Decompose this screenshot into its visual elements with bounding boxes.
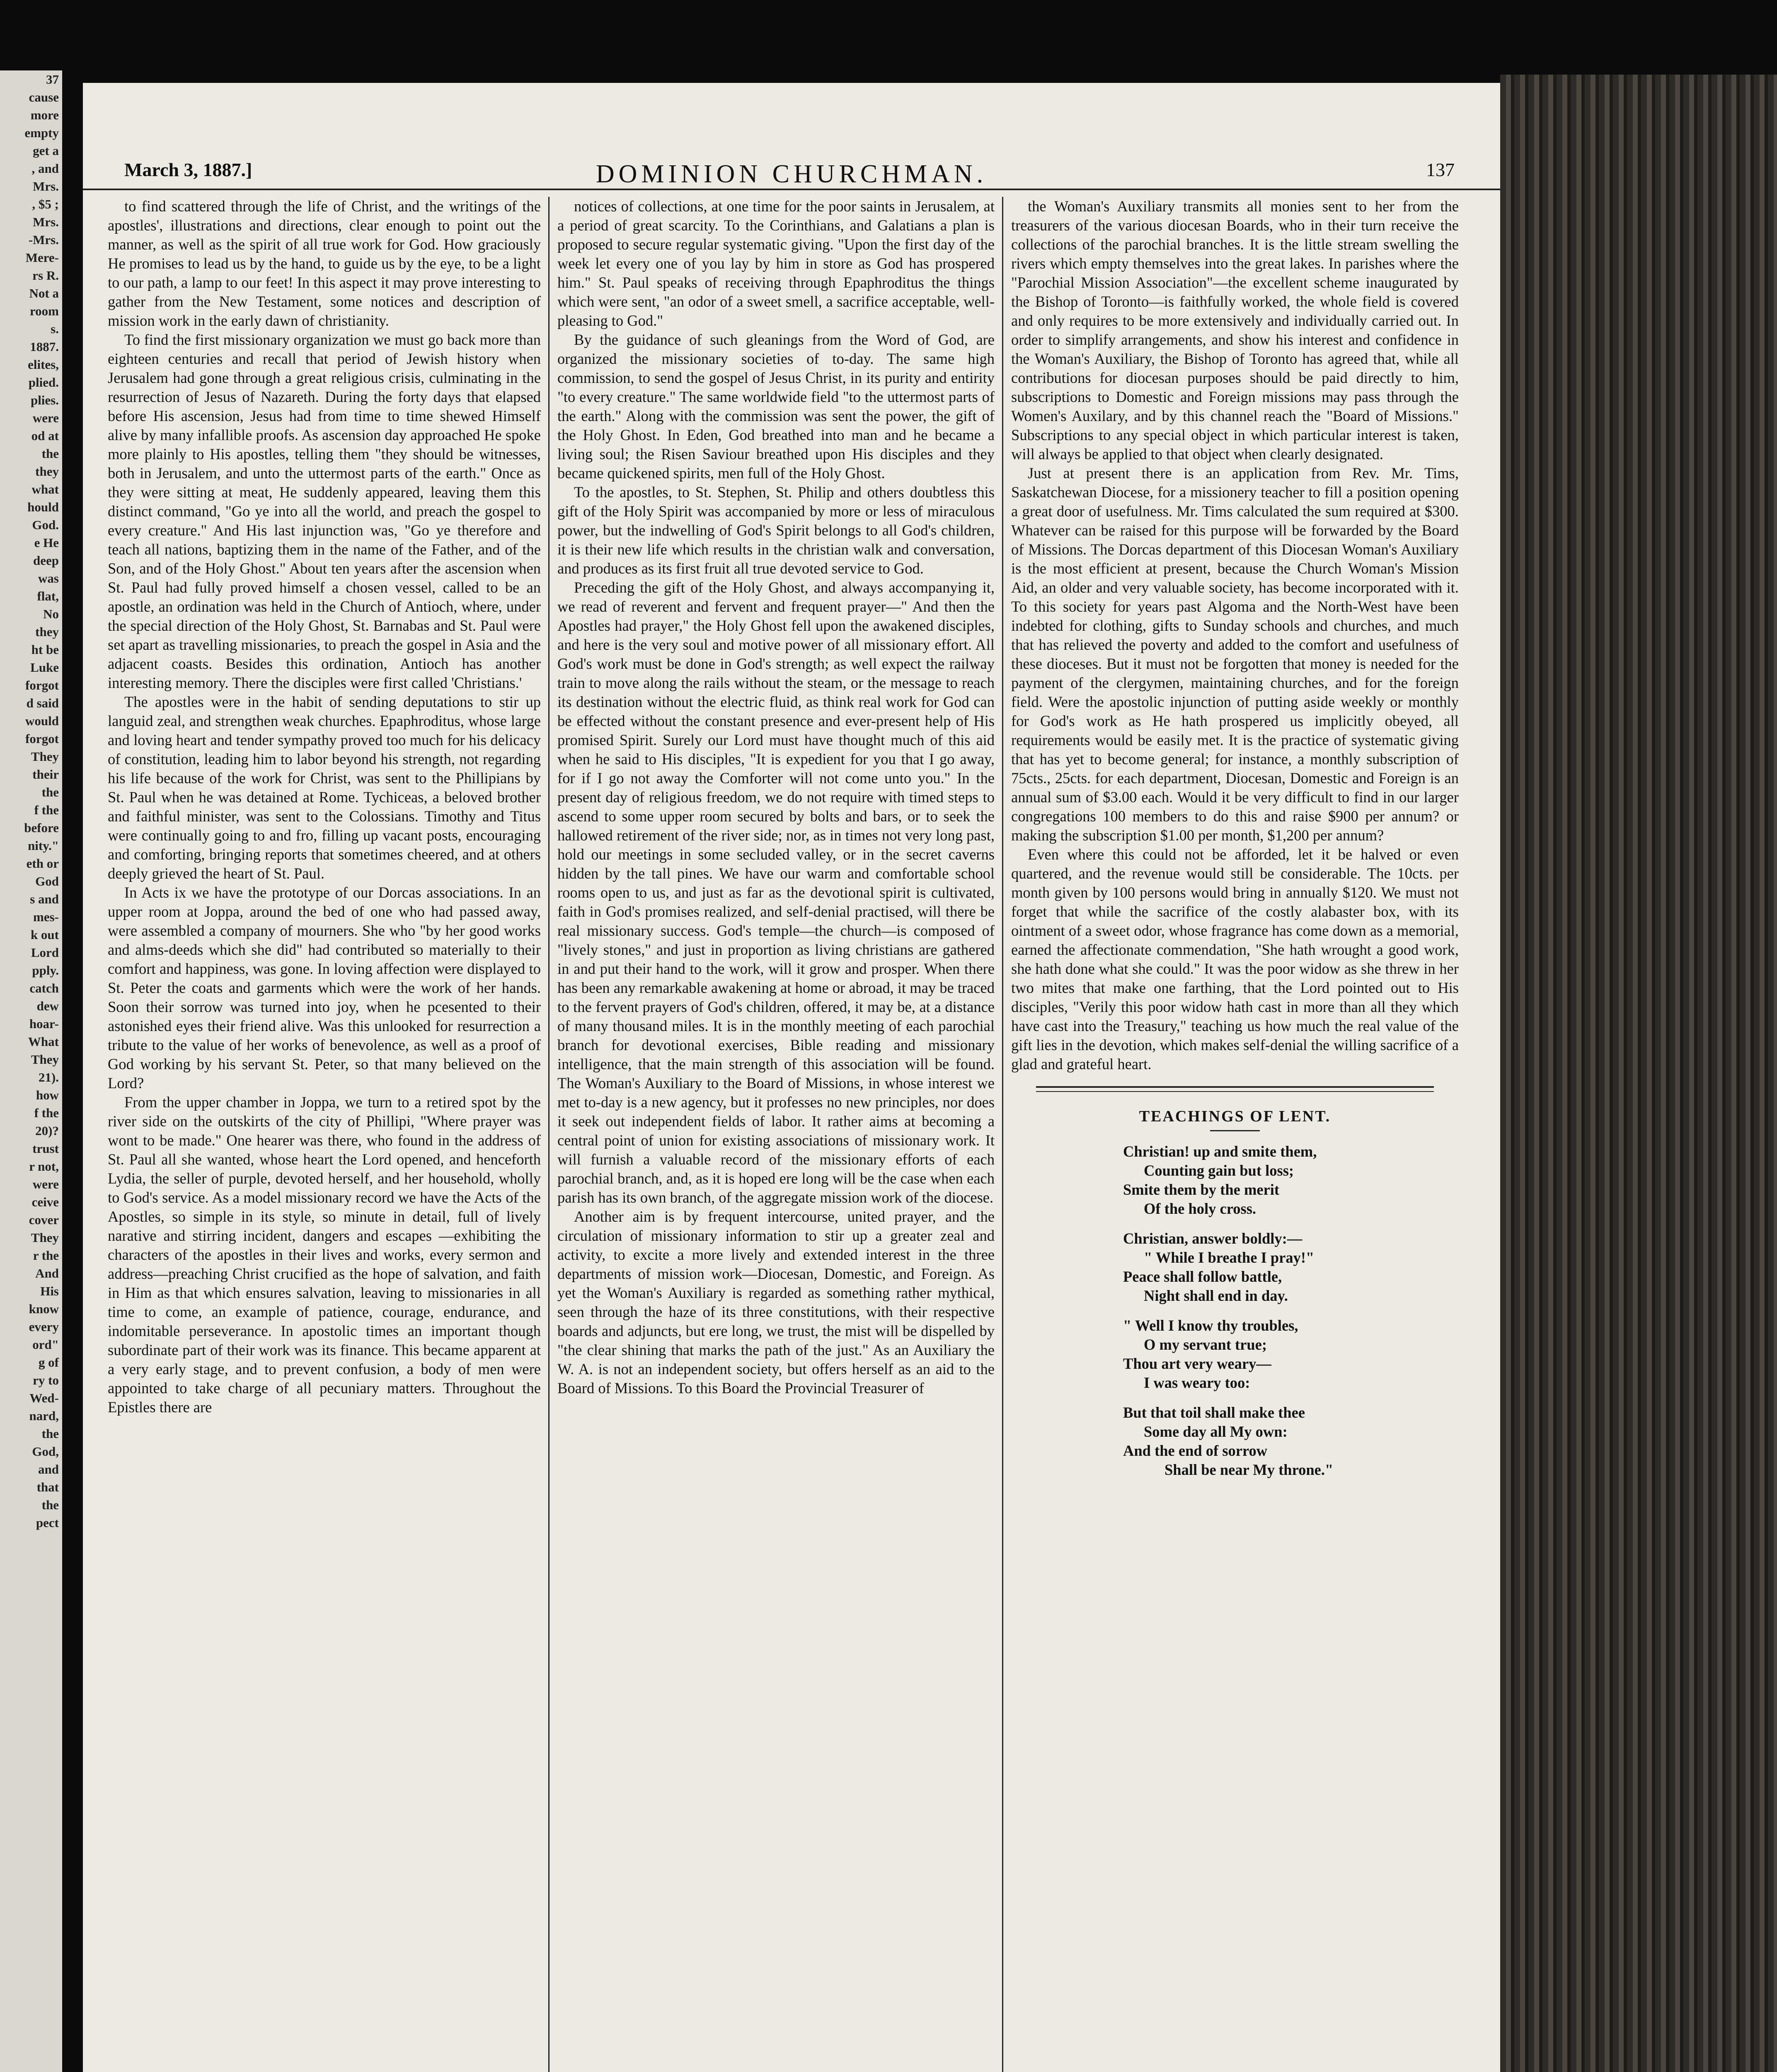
prev-page-fragment: 21). xyxy=(38,1070,59,1084)
prev-page-fragment: empty xyxy=(24,126,59,140)
page-header xyxy=(83,151,1500,190)
prev-page-fragment: trust xyxy=(32,1141,59,1156)
newspaper-page xyxy=(83,83,1500,2072)
article-paragraph: In Acts ix we have the prototype of our Dorcas associations. In an upper room at Joppa, around the bed of one who had passed away, were assembled a company of mourners. She who "by her good works and alms-deeds which she did" had contributed so materially to their comfort and happiness, was gone. In loving affection were displayed to St. Peter the coats and garments which were the work of her hands. Soon their sorrow was turned into joy, when he pcesented to their astonished eyes their friend alive. Was this unlooked for resurrection a tribute to the value of her works of benevolence, as well as a proof of God working by his servant St. Peter, so that many believed on the Lord? xyxy=(108,884,541,1092)
prev-page-fragment: forgot xyxy=(25,731,59,746)
prev-page-fragment: elites, xyxy=(28,357,59,372)
prev-page-fragment: rs R. xyxy=(32,268,59,283)
prev-page-fragment: pply. xyxy=(32,963,59,978)
prev-page-fragment: Mere- xyxy=(25,250,59,265)
poem-line: And the end of sorrow xyxy=(1123,1442,1268,1459)
article-paragraph: The apostles were in the habit of sending deputations to stir up languid zeal, and strengthen weak churches. Epaphroditus, whose large and loving heart and tender sympathy proved too much for his delicacy of constitution, leading him to labor beyond his strength, not regarding his life because of the work for Christ, was sent to the Phillipians by St. Paul when he was detained at Rome. Tychiceas, a beloved brother and faithful minister, was sent to the Colossians. Timothy and Titus were continually going to and fro, filling up vacant posts, encouraging and comforting, bringing reports that sometimes cheered, and at others deeply grieved the heart of St. Paul. xyxy=(108,693,541,882)
poem-body xyxy=(1011,1142,1459,1479)
prev-page-fragment: 20)? xyxy=(35,1123,59,1138)
prev-page-fragment: ord" xyxy=(32,1337,59,1352)
prev-page-fragment: od at xyxy=(31,428,59,443)
prev-page-fragment: flat, xyxy=(37,589,59,603)
prev-page-fragment: were xyxy=(32,411,59,425)
prev-page-fragment: the xyxy=(41,1498,59,1512)
article-paragraph: notices of collections, at one time for the poor saints in Jerusalem, at a period of great scarcity. To the Corinthians, and Galatians a plan is proposed to secure regular systematic giving. "Upon the first day of the week let every one of you lay by him in store as God has prospered him." St. Paul speaks of receiving through Epaphroditus the things which were sent, "an odor of a sweet smell, a sacrifice acceptable, well-pleasing to God." xyxy=(557,198,995,329)
prev-page-fragment: God, xyxy=(32,1444,59,1459)
book-binding xyxy=(1500,75,1777,2072)
prev-page-fragment: the xyxy=(41,446,59,461)
prev-page-fragment: , $5 ; xyxy=(32,197,59,211)
prev-page-fragment: God. xyxy=(32,518,59,532)
prev-page-fragment: was xyxy=(38,571,59,586)
column-2 xyxy=(557,197,995,2072)
prev-page-fragment: eth or xyxy=(26,856,59,871)
poem-line: Christian, answer boldly:— xyxy=(1123,1230,1302,1247)
prev-page-fragment: g of xyxy=(38,1355,59,1370)
prev-page-fragment: forgot xyxy=(25,678,59,692)
prev-page-fragment: f the xyxy=(34,1106,59,1120)
prev-page-fragment: every xyxy=(29,1319,59,1334)
poem-divider xyxy=(1036,1086,1434,1092)
prev-page-fragment: , and xyxy=(31,161,59,176)
article-paragraph: By the guidance of such gleanings from the Word of God, are organized the missionary societies of to-day. The same high commission, to send the gospel of Jesus Christ, in its purity and entirity "to every creature." The same worldwide field "to the uttermost parts of the earth." Along with the commission was sent the power, the gift of the Holy Ghost. In Eden, God breathed into man and he became a living soul; the Risen Saviour breathed upon His disciples and they became quickened spirits, men full of the Holy Ghost. xyxy=(557,331,995,482)
prev-page-fragment: 1887. xyxy=(30,339,59,354)
prev-page-fragment: cover xyxy=(29,1213,59,1227)
prev-page-fragment: how xyxy=(36,1088,59,1102)
prev-page-fragment: nity." xyxy=(28,838,59,853)
prev-page-fragment: they xyxy=(35,625,59,639)
prev-page-fragment: the xyxy=(41,1426,59,1441)
prev-page-fragment: the xyxy=(41,785,59,799)
poem-line: But that toil shall make thee xyxy=(1123,1404,1305,1421)
prev-page-fragment: They xyxy=(31,1052,59,1067)
poem-title: TEACHINGS OF LENT. xyxy=(1139,1108,1331,1125)
prev-page-fragment: ry to xyxy=(33,1373,59,1387)
poem-stanza xyxy=(1011,1403,1459,1479)
column-rule xyxy=(548,197,550,2072)
column-3 xyxy=(1011,197,1459,2072)
article-paragraph: Another aim is by frequent intercourse, united prayer, and the circulation of missionary information to stir up a greater zeal and activity, to excite a more lively and extended interest in the three departments of mission work—Diocesan, Domestic, and Foreign. As yet the Woman's Auxiliary is regarded as something rather mythical, seen through the haze of its three constitutions, with their respective boards and adjuncts, but ere long, we trust, the mist will be dispelled by "the clear shining that marks the path of the just." As an Auxiliary the W. A. is not an independent society, but offers herself as an aid to the Board of Missions. To this Board the Provincial Treasurer of xyxy=(557,1208,995,1397)
prev-page-fragment: get a xyxy=(33,143,59,158)
prev-page-fragment: Not a xyxy=(29,286,59,300)
prev-page-fragment: e He xyxy=(34,535,59,550)
prev-page-fragment: Mrs. xyxy=(33,179,59,194)
page-number: 137 xyxy=(1426,159,1455,180)
prev-page-fragment: what xyxy=(31,482,59,496)
prev-page-fragment: 37 xyxy=(46,72,59,87)
prev-page-fragment: His xyxy=(40,1284,59,1298)
poem-line: " While I breathe I pray!" xyxy=(1144,1249,1315,1266)
prev-page-fragment: catch xyxy=(29,981,59,995)
prev-page-fragment: ceive xyxy=(31,1195,59,1209)
prev-page-fragment: Wed- xyxy=(29,1391,59,1405)
prev-page-fragment: d said xyxy=(26,696,59,710)
article-columns xyxy=(108,197,1475,2072)
prev-page-fragment: hoar- xyxy=(29,1017,59,1031)
article-paragraph: Preceding the gift of the Holy Ghost, and always accompanying it, we read of reverent and fervent and frequent prayer—" And then the Apostles had prayer," the Holy Ghost fell upon the awakened disciples, and here is the very soul and motive power of all missionary effort. All God's work must be done in God's strength; as well expect the railway train to move along the rails without the steam, or the message to reach its destination without the electric fluid, as think real work for God can be effected without the constant presence and ever-present help of His promised Spirit. Surely our Lord must have thought much of this aid when he said to His disciples, "It is expedient for you that I go away, for if I go not away the Comforter will not come unto you." In the present day of religious freedom, we do not require with timed steps to ascend to some upper room secured by bolts and bars, or to seek the hallowed retirement of the river side; nor, as in times not very long past, hold our meetings in some secluded valley, or in the secret caverns hidden by the tall pines. We have our warm and comfortable school rooms open to us, and just as far as the devotional spirit is cultivated, faith in God's promises realized, and self-denial practised, will there be real missionary success. God's temple—the church—is composed of "lively stones," and just in proportion as living christians are gathered in and put their hand to the work, will it grow and prosper. When there has been any remarkable awakening at home or abroad, it may be traced to the fervent prayers of God's children, offered, it may be, at a distance of many thousand miles. It is in the monthly meeting of each parochial branch for devotional exercises, Bible reading and missionary intelligence, that the main strength of this association will be found. The Woman's Auxiliary to the Board of Missions, in whose interest we met to-day is a new agency, but it professes no new principles, nor does it seek out independent fields of labor. It rather aims at becoming a central point of union for existing associations of missionary work. It will furnish a valuable record of the missionary efforts of each parochial branch, and, as it is hoped ere long will be the case when each parish has its own branch, of the aggregate mission work of the diocese. xyxy=(557,579,995,1206)
prev-page-fragment: They xyxy=(31,1230,59,1245)
poem-line: O my servant true; xyxy=(1144,1336,1267,1353)
prev-page-fragment: s and xyxy=(30,892,59,906)
issue-date: March 3, 1887.] xyxy=(124,159,252,180)
prev-page-fragment: room xyxy=(29,304,59,318)
prev-page-fragment: and xyxy=(38,1462,59,1477)
poem-line: " Well I know thy troubles, xyxy=(1123,1317,1298,1334)
column-rule xyxy=(1002,197,1003,2072)
prev-page-fragment: that xyxy=(36,1480,59,1494)
poem-line: Counting gain but loss; xyxy=(1144,1162,1294,1179)
prev-page-fragment: r not, xyxy=(29,1159,59,1174)
prev-page-fragment: more xyxy=(30,108,59,122)
prev-page-fragment: ht be xyxy=(31,642,59,657)
prev-page-fragment: s. xyxy=(51,322,59,336)
prev-page-fragment: plied. xyxy=(28,375,59,390)
poem-line: Shall be near My throne." xyxy=(1164,1461,1334,1478)
poem-line: Peace shall follow battle, xyxy=(1123,1268,1282,1285)
prev-page-fragment: they xyxy=(35,464,59,479)
poem-title-rule xyxy=(1210,1130,1260,1131)
prev-page-fragment: What xyxy=(28,1034,59,1049)
poem-line: Night shall end in day. xyxy=(1144,1287,1288,1304)
poem-line: Some day all My own: xyxy=(1144,1423,1288,1440)
prev-page-fragment: hould xyxy=(27,500,59,514)
poem xyxy=(1011,1086,1459,1479)
poem-stanza xyxy=(1011,1316,1459,1392)
prev-page-fragment: deep xyxy=(33,553,59,568)
poem-line: Thou art very weary— xyxy=(1123,1355,1271,1372)
prev-page-fragment: Luke xyxy=(30,660,59,675)
article-paragraph: to find scattered through the life of Christ, and the writings of the apostles', illustrations and directions, clear enough to point out the manner, as well as the spirit of all true work for God. How graciously He promises to lead us by the hand, to guide us by the eye, to be a light to our path, a lamp to our feet! In this aspect it may prove interesting to gather from the New Testament, some notices and description of mission work in the early dawn of christianity. xyxy=(108,198,541,329)
poem-line: Of the holy cross. xyxy=(1144,1200,1256,1217)
prev-page-fragment: mes- xyxy=(33,910,59,924)
prev-page-fragment: God xyxy=(35,874,59,888)
prev-page-fragment: would xyxy=(25,714,59,728)
prev-page-fragment: f the xyxy=(34,803,59,817)
prev-page-fragment: -Mrs. xyxy=(28,232,59,247)
prev-page-fragment: pect xyxy=(36,1515,59,1530)
article-paragraph: the Woman's Auxiliary transmits all monies sent to her from the treasurers of the various diocesan Boards, who in their turn receive the collections of the parochial branches. It is the little stream swelling the rivers which empty themselves into the great lakes. In parishes where the "Parochial Mission Association"—the excellent scheme inaugurated by the Bishop of Toronto—is faithfully worked, the whole field is covered and only requires to be more extensively and individually carried out. In order to simplify arrangements, and show his interest and confidence in the Woman's Auxiliary, the Bishop of Toronto has agreed that, while all contributions for diocesan purposes should be paid directly to him, subscriptions to Domestic and Foreign missions may pass through the Women's Auxilary, and by this channel reach the "Board of Missions." Subscriptions to any special object in which particular interest is taken, will always be applied to that object when clearly designated. xyxy=(1011,198,1459,462)
prev-page-fragment: k out xyxy=(30,927,59,942)
prev-page-fragment: plies. xyxy=(30,393,59,407)
poem-line: Christian! up and smite them, xyxy=(1123,1143,1317,1160)
article-paragraph: From the upper chamber in Joppa, we turn to a retired spot by the river side on the outskirts of the city of Phillipi, "Where prayer was wont to be made." One hearer was there, who found in the address of St. Paul all she wanted, whose heart the Lord opened, and henceforth Lydia, the seller of purple, devoted herself, and her household, wholly to God's service. As a model missionary record we have the Acts of the Apostles, so simple in its style, so minute in detail, full of lively narative and stirring incident, dangers and escapes —exhibiting the characters of the apostles in their lives and works, every sermon and address—preaching Christ crucified as the hope of salvation, and faith in Him as that which ensures salvation, leaving to missionaries in all time to come, an example of patience, courage, endurance, and indomitable perseverance. In apostolic times an important though subordinate part of their work was its finance. This became apparent at a very early stage, and to prevent confusion, a body of men were appointed to take charge of all pecuniary matters. Throughout the Epistles there are xyxy=(108,1094,541,1416)
prev-page-fragment: They xyxy=(31,749,59,764)
prev-page-fragment: Lord xyxy=(31,945,59,960)
column-1 xyxy=(108,197,541,2072)
prev-page-fragment: their xyxy=(32,767,59,782)
prev-page-fragment: And xyxy=(35,1266,59,1280)
poem-stanza xyxy=(1011,1142,1459,1218)
article-paragraph: Even where this could not be afforded, let it be halved or even quartered, and the revenue would still be considerable. The 10cts. per month given by 100 persons would bring in annually $120. We must not forget that while the sacrifice of the costly alabaster box, with its ointment of a sweet odor, whose fragrance has come down as a memorial, earned the affectionate commendation, "She hath wrought a good work, she hath done what she could." It was the poor widow as she threw in her two mites that make one farthing, that the Lord pointed out to His disciples, "Verily this poor widow hath cast in more than all they which have cast into the Treasury," teaching us how much the real value of the gift lies in the devotion, which makes self-denial the willing sacrifice of a glad and grateful heart. xyxy=(1011,846,1459,1072)
poem-stanza xyxy=(1011,1229,1459,1305)
previous-page-strip xyxy=(0,70,62,2072)
column-3-text xyxy=(1011,197,1459,1074)
prev-page-fragment: dew xyxy=(36,999,59,1013)
prev-page-fragment: know xyxy=(29,1302,59,1316)
prev-page-fragment: No xyxy=(43,607,59,621)
article-paragraph: To the apostles, to St. Stephen, St. Philip and others doubtless this gift of the Holy Spirit was accompanied by more or less of miraculous power, but the indwelling of God's Spirit belongs to all God's children, it is their new life which results in the christian walk and conversation, and produces as its first fruit all true devoted service to God. xyxy=(557,484,995,577)
article-paragraph: To find the first missionary organization we must go back more than eighteen centuries and recall that period of Jewish history when Jerusalem had gone through a great religious crisis, culminating in the resurrection of Jesus of Nazareth. During the forty days that elapsed before His ascension, Jesus had from time to time shewed Himself alive by many infallible proofs. As ascension day approached He spoke more plainly to His apostles, telling them "they should be witnesses, both in Jerusalem, and unto the uttermost parts of the earth." Once as they were sitting at meat, He suddenly appeared, leaving them this distinct command, "Go ye into all the world, and preach the gospel to every creature." And His last injunction was, "Go ye therefore and teach all nations, baptizing them in the name of the Father, and of the Son, and of the Holy Ghost." About ten years after the ascension when St. Paul had fully proved himself a chosen vessel, called to be an apostle, an ordination was held in the Church of Antioch, where, under the special direction of the Holy Ghost, St. Barnabas and St. Paul were set apart as travelling missionaries, to preach the gospel in Asia and the adjacent coasts. Besides this ordination, Antioch has another interesting memory. There the disciples were first called 'Christians.' xyxy=(108,331,541,691)
prev-page-fragment: Mrs. xyxy=(33,215,59,229)
poem-line: I was weary too: xyxy=(1144,1374,1250,1391)
prev-page-fragment: r the xyxy=(33,1248,59,1263)
prev-page-fragment: before xyxy=(24,821,59,835)
prev-page-fragment: were xyxy=(32,1177,59,1191)
article-paragraph: Just at present there is an application from Rev. Mr. Tims, Saskatchewan Diocese, for a missionery teacher to fill a position opening a great door of usefulness. Mr. Tims calculated the sum required at $300. Whatever can be raised for this purpose will be forwarded by the Board of Missions. The Dorcas department of this Diocesan Woman's Auxiliary is the most efficient at present, because the Church Woman's Mission Aid, an older and very valuable society, has become incorporated with it. To this society for years past Algoma and the North-West have been indebted for clothing, gifts to Sunday schools and churches, and much that has relieved the poverty and added to the comfort and usefulness of these dioceses. But it must not be forgotten that money is needed for the payment of the clergymen, maintaining churches, and for the foreign field. Were the apostolic injunction of putting aside weekly or monthly for God's work as He hath prospered us implicitly obeyed, all requirements would be easily met. It is the practice of systematic giving that has yet to become general; for instance, a monthly subscription of 75cts., 25cts. for each department, Diocesan, Domestic and Foreign is an annual sum of $3.00 each. Would it be very difficult to find in our larger congregations 100 members to do this and raise $900 per annum? or making the subscription $1.00 per month, $1,200 per annum? xyxy=(1011,465,1459,844)
prev-page-fragment: cause xyxy=(29,90,59,104)
poem-line: Smite them by the merit xyxy=(1123,1181,1280,1198)
masthead-title: DOMINION CHURCHMAN. xyxy=(596,160,988,188)
prev-page-fragment: nard, xyxy=(29,1409,59,1423)
